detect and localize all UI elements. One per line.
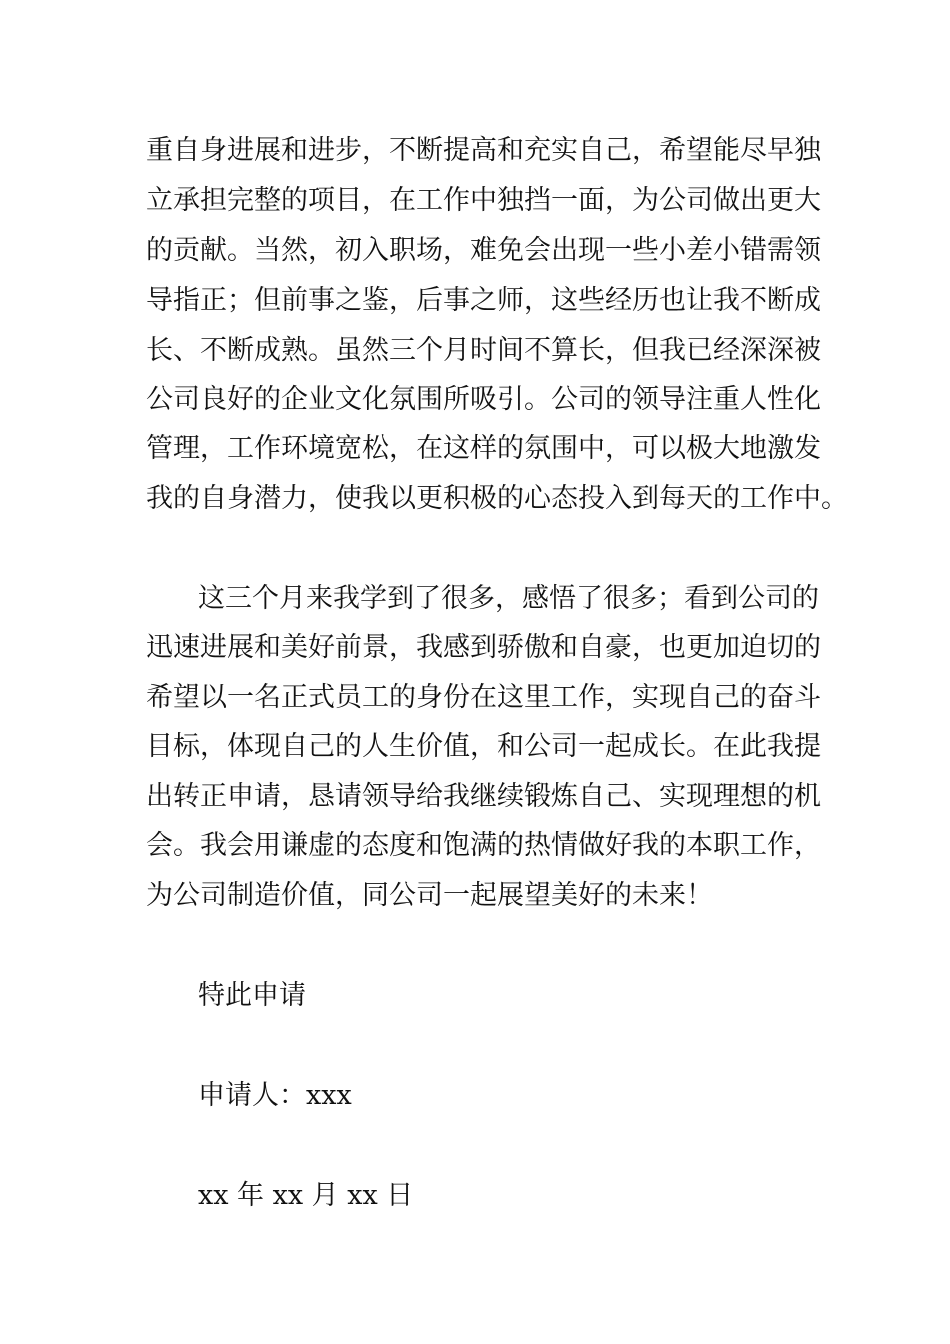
text-line: 目标，体现自己的人生价值，和公司一起成长。在此我提 bbox=[146, 731, 821, 762]
text-line: 重自身进展和进步，不断提高和充实自己，希望能尽早独 bbox=[146, 135, 821, 166]
text-line: 为公司制造价值，同公司一起展望美好的未来！ bbox=[146, 880, 713, 911]
text-line: 出转正申请，恳请领导给我继续锻炼自己、实现理想的机 bbox=[146, 781, 821, 812]
text-line: 的贡献。当然，初入职场，难免会出现一些小差小错需领 bbox=[146, 235, 821, 266]
text-line: 迅速进展和美好前景，我感到骄傲和自豪，也更加迫切的 bbox=[146, 632, 821, 663]
text-line: 长、不断成熟。虽然三个月时间不算长，但我已经深深被 bbox=[146, 335, 821, 366]
applicant-line: 申请人：xxx bbox=[198, 1080, 352, 1111]
date-line: xx 年 xx 月 xx 日 bbox=[198, 1180, 414, 1211]
text-line: 我的自身潜力，使我以更积极的心态投入到每天的工作中。 bbox=[146, 483, 848, 514]
text-line: 公司良好的企业文化氛围所吸引。公司的领导注重人性化 bbox=[146, 384, 821, 415]
text-line: 导指正；但前事之鉴，后事之师，这些经历也让我不断成 bbox=[146, 285, 821, 316]
text-line: 会。我会用谦虚的态度和饱满的热情做好我的本职工作， bbox=[146, 830, 821, 861]
text-line: 希望以一名正式员工的身份在这里工作，实现自己的奋斗 bbox=[146, 682, 821, 713]
text-line: 管理，工作环境宽松，在这样的氛围中，可以极大地激发 bbox=[146, 433, 821, 464]
text-line: 立承担完整的项目，在工作中独挡一面，为公司做出更大 bbox=[146, 185, 821, 216]
closing-text: 特此申请 bbox=[198, 980, 306, 1011]
text-line: 这三个月来我学到了很多，感悟了很多；看到公司的 bbox=[198, 583, 819, 614]
